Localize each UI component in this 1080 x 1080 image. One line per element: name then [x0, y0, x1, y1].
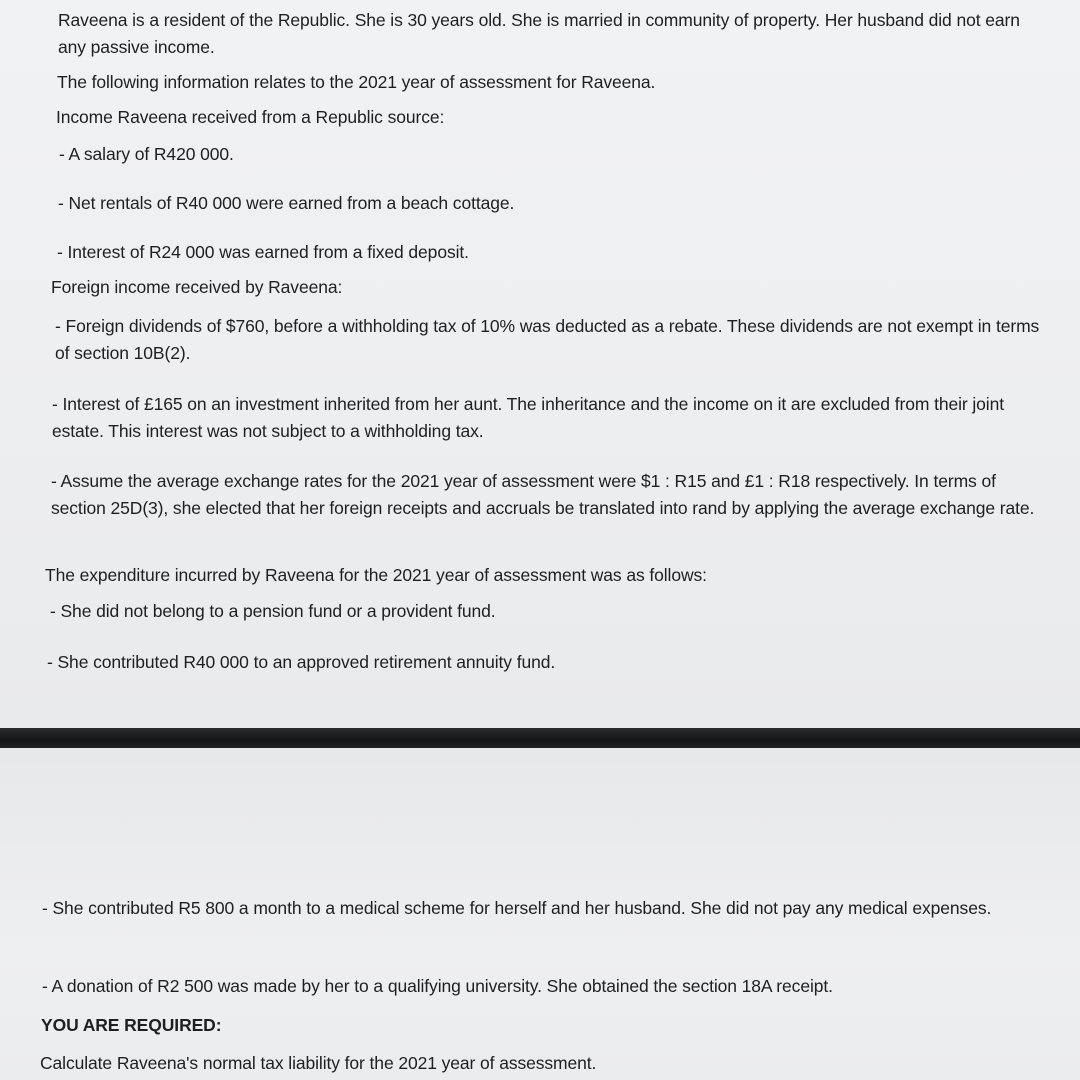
assessment-year-statement: The following information relates to the 2021 year of assessment for Raveena.: [57, 72, 656, 92]
rental-item: - Net rentals of R40 000 were earned from a beach cottage.: [58, 193, 515, 213]
local-interest-item: - Interest of R24 000 was earned from a fixed deposit.: [57, 242, 469, 262]
bottom-document-panel: [0, 748, 1080, 1080]
retirement-annuity-item: - She contributed R40 000 to an approved retirement annuity fund.: [47, 652, 556, 672]
foreign-interest-item: - Interest of £165 on an investment inherited from her aunt. The inheritance and the income on it are excluded from their joint estate. This interest was not subject to a withholding tax.: [52, 394, 1004, 441]
required-heading: YOU ARE REQUIRED:: [41, 1015, 222, 1035]
republic-income-heading: Income Raveena received from a Republic source:: [56, 107, 445, 127]
expenditure-heading: The expenditure incurred by Raveena for the 2021 year of assessment was as follows:: [45, 565, 707, 585]
donation-item: - A donation of R2 500 was made by her to a qualifying university. She obtained the section 18A receipt.: [42, 976, 833, 996]
foreign-dividends-item: - Foreign dividends of $760, before a withholding tax of 10% was deducted as a rebate. These dividends are not exempt in terms of section 10B(2).: [55, 316, 1040, 363]
salary-item: - A salary of R420 000.: [59, 144, 234, 164]
intro-paragraph: Raveena is a resident of the Republic. She is 30 years old. She is married in community of property. Her husband did not earn any passive income.: [58, 10, 1020, 57]
foreign-income-heading: Foreign income received by Raveena:: [51, 277, 343, 297]
medical-scheme-item: - She contributed R5 800 a month to a medical scheme for herself and her husband. She did not pay any medical expenses.: [42, 898, 992, 918]
exchange-rate-item: - Assume the average exchange rates for the 2021 year of assessment were $1 : R15 and £1 : R18 respectively. In terms of section 25D(3), she elected that her foreign receipts and accruals be translated into rand by applying the average exchange rate.: [51, 471, 1035, 518]
pension-fund-item: - She did not belong to a pension fund or a provident fund.: [50, 601, 496, 621]
screen-divider: [0, 728, 1080, 748]
required-task: Calculate Raveena's normal tax liability for the 2021 year of assessment.: [40, 1053, 597, 1073]
